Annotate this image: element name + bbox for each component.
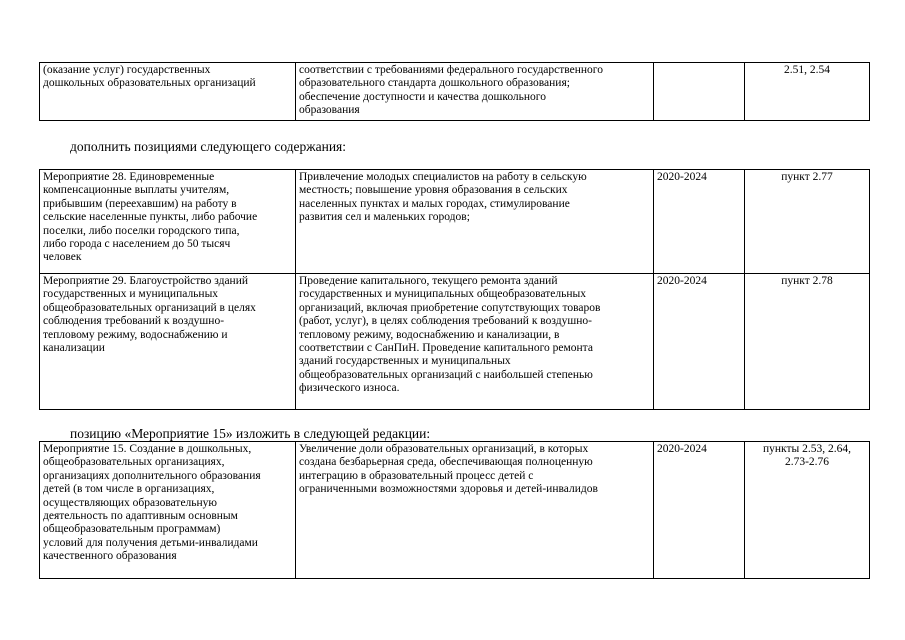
table-row	[40, 170, 870, 274]
period-cell: 2020-2024	[654, 170, 745, 274]
event-cell: (оказание услуг) государственных дошкольных образовательных организаций	[40, 63, 296, 121]
table-row	[40, 63, 870, 121]
reference-cell: пункты 2.53, 2.64, 2.73-2.76	[745, 442, 870, 579]
instruction-add-positions: дополнить позициями следующего содержания:	[70, 139, 347, 154]
event-cell: Мероприятие 15. Создание в дошкольных, общеобразовательных организациях, организациях дополнительного образования детей (в том числе в организациях, осуществляющих образовательную деятельность по адаптивным основным общеобразовательным программам) условий для получения детьми-инвалидами качественного образования	[40, 442, 296, 579]
result-cell: Проведение капитального, текущего ремонта зданий государственных и муниципальных общеобразовательных организаций, включая приобретение сопутствующих товаров (работ, услуг), в целях соблюдения требований к воздушно- тепловому режиму, водоснабжению и канализации, в соответствии с СанПиН. Проведение капитального ремонта зданий государственных и муниципальных общеобразовательных организаций с наибольшей степенью физического износа.	[296, 274, 654, 410]
event-cell: Мероприятие 28. Единовременные компенсационные выплаты учителям, прибывшим (переехавшим) на работу в сельские населенные пункты, либо рабочие поселки, либо поселки городского типа, либо города с населением до 50 тысяч человек	[40, 170, 296, 274]
result-cell: Увеличение доли образовательных организаций, в которых создана безбарьерная среда, обеспечивающая полноценную интеграцию в образовательный процесс детей с ограниченными возможностями здоровья и детей-инвалидов	[296, 442, 654, 579]
table-continuation	[39, 62, 870, 121]
table-new-positions	[39, 169, 870, 410]
reference-cell: пункт 2.78	[745, 274, 870, 410]
reference-cell: пункт 2.77	[745, 170, 870, 274]
table-row	[40, 442, 870, 579]
result-cell: соответствии с требованиями федерального государственного образовательного стандарта дошкольного образования; обеспечение доступности и качества дошкольного образования	[296, 63, 654, 121]
period-cell: 2020-2024	[654, 274, 745, 410]
result-cell: Привлечение молодых специалистов на работу в сельскую местность; повышение уровня образования в сельских населенных пунктах и малых городах, стимулирование развития сел и маленьких городов;	[296, 170, 654, 274]
instruction-position-15: позицию «Мероприятие 15» изложить в следующей редакции:	[70, 426, 431, 441]
period-cell: 2020-2024	[654, 442, 745, 579]
table-row	[40, 274, 870, 410]
table-edited-position	[39, 441, 870, 579]
event-cell: Мероприятие 29. Благоустройство зданий государственных и муниципальных общеобразовательных организаций в целях соблюдения требований к воздушно- тепловому режиму, водоснабжению и канализации	[40, 274, 296, 410]
period-cell	[654, 63, 745, 121]
reference-cell: 2.51, 2.54	[745, 63, 870, 121]
